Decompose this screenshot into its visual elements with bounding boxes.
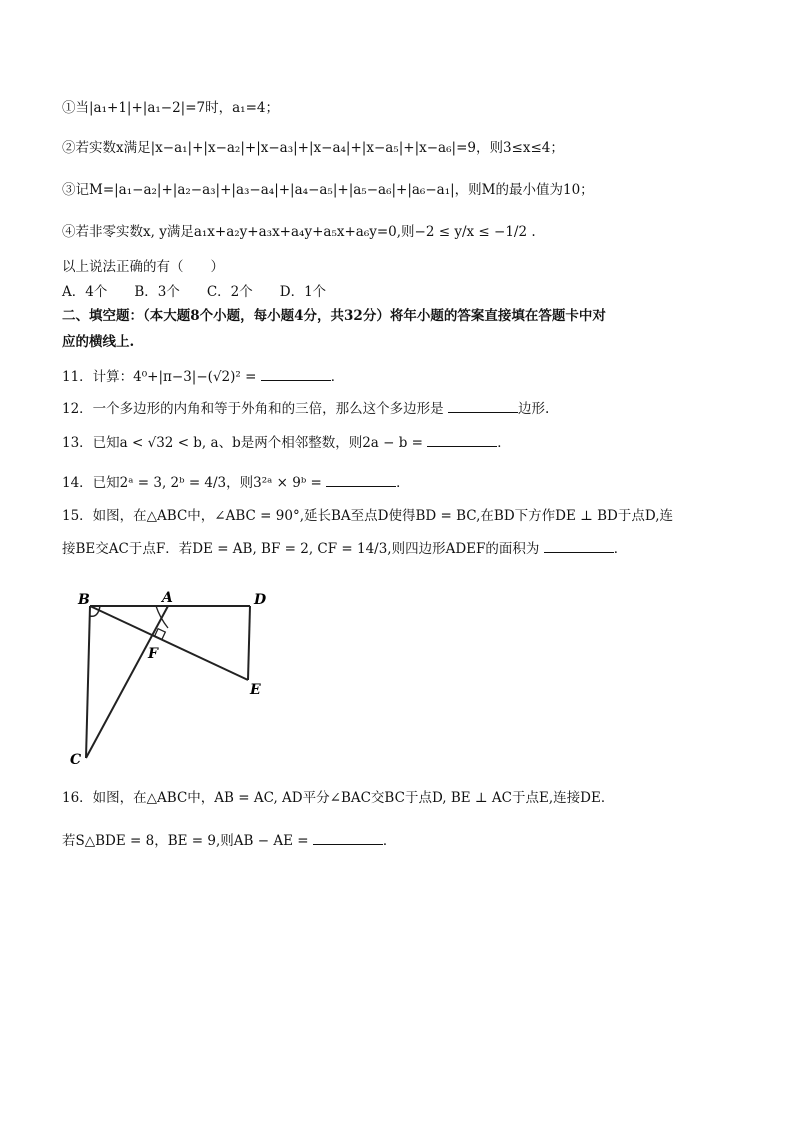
answer-blank[interactable]: [261, 366, 331, 381]
period: ．: [330, 369, 345, 385]
answer-blank[interactable]: [544, 538, 614, 553]
period: ．: [382, 833, 397, 849]
label-f: F: [148, 646, 158, 662]
segment-bc: [86, 606, 90, 758]
statement-3: ③记M=|a₁−a₂|+|a₂−a₃|+|a₃−a₄|+|a₄−a₅|+|a₅−a₆|+|a₆−a₁|，则M的最小值为10；: [62, 182, 594, 198]
question-13-text: 13．已知a < √32 < b, a、b是两个相邻整数，则2a − b =: [62, 435, 423, 451]
label-d: D: [254, 592, 267, 608]
question-12: [62, 398, 549, 419]
question-15-text: 接BE交AC于点F．若DE = AB, BF = 2, CF = 14/3,则四边形ADEF的面积为: [62, 541, 540, 557]
statement-2: ②若实数x满足|x−a₁|+|x−a₂|+|x−a₃|+|x−a₄|+|x−a₅|+|x−a₆|=9，则3≤x≤4；: [62, 140, 564, 156]
segment-be: [90, 606, 248, 680]
period: ．: [396, 475, 410, 491]
section-heading-cont: 应的横线上.: [62, 334, 135, 350]
question-15-line1: 15．如图，在△ABC中，∠ABC = 90°,延长BA至点D使得BD = BC,在BD下方作DE ⊥ BD于点D,连: [62, 508, 674, 524]
label-a: A: [162, 590, 173, 606]
question-prompt: 以上说法正确的有（ ）: [62, 259, 224, 275]
question-14: [62, 472, 410, 493]
period: ．: [613, 541, 628, 557]
statement-4: ④若非零实数x, y满足a₁x+a₂y+a₃x+a₄y+a₅x+a₆y=0,则−2 ≤ y/x ≤ −1/2 .: [62, 224, 536, 240]
answer-blank[interactable]: [448, 398, 518, 413]
label-b: B: [78, 592, 90, 608]
segment-de: [248, 606, 250, 680]
statement-1: ①当|a₁+1|+|a₁−2|=7时，a₁=4；: [62, 100, 279, 116]
question-12-tail: 边形.: [517, 401, 550, 417]
question-16-line2: [62, 830, 396, 851]
answer-blank[interactable]: [427, 432, 497, 447]
segment-ca: [86, 606, 168, 758]
answer-blank[interactable]: [326, 472, 396, 487]
question-11-text: 11．计算：4⁰+|π−3|−(√2)² =: [62, 369, 257, 385]
question-16-text: 若S△BDE = 8，BE = 9,则AB − AE =: [62, 833, 309, 849]
label-c: C: [70, 752, 82, 768]
label-e: E: [250, 682, 261, 698]
question-16-line1: 16．如图，在△ABC中，AB = AC, AD平分∠BAC交BC于点D, BE ⊥ AC于点E,连接DE．: [62, 790, 615, 806]
answer-blank[interactable]: [313, 830, 383, 845]
section-heading: 二、填空题：（本大题8个小题，每小题4分，共32分）将年小题的答案直接填在答题卡中对: [62, 308, 606, 324]
period: ．: [497, 435, 511, 451]
question-13: [62, 432, 511, 453]
geometry-figure: [60, 588, 290, 768]
question-14-text: 14．已知2ᵃ = 3, 2ᵇ = 4/3，则3²ᵃ × 9ᵇ =: [62, 475, 322, 491]
question-12-text: 12．一个多边形的内角和等于外角和的三倍，那么这个多边形是: [62, 401, 444, 417]
question-11: [62, 366, 344, 387]
question-15-line2: [62, 538, 627, 559]
answer-options: A．4个 B．3个 C．2个 D．1个: [62, 284, 327, 300]
